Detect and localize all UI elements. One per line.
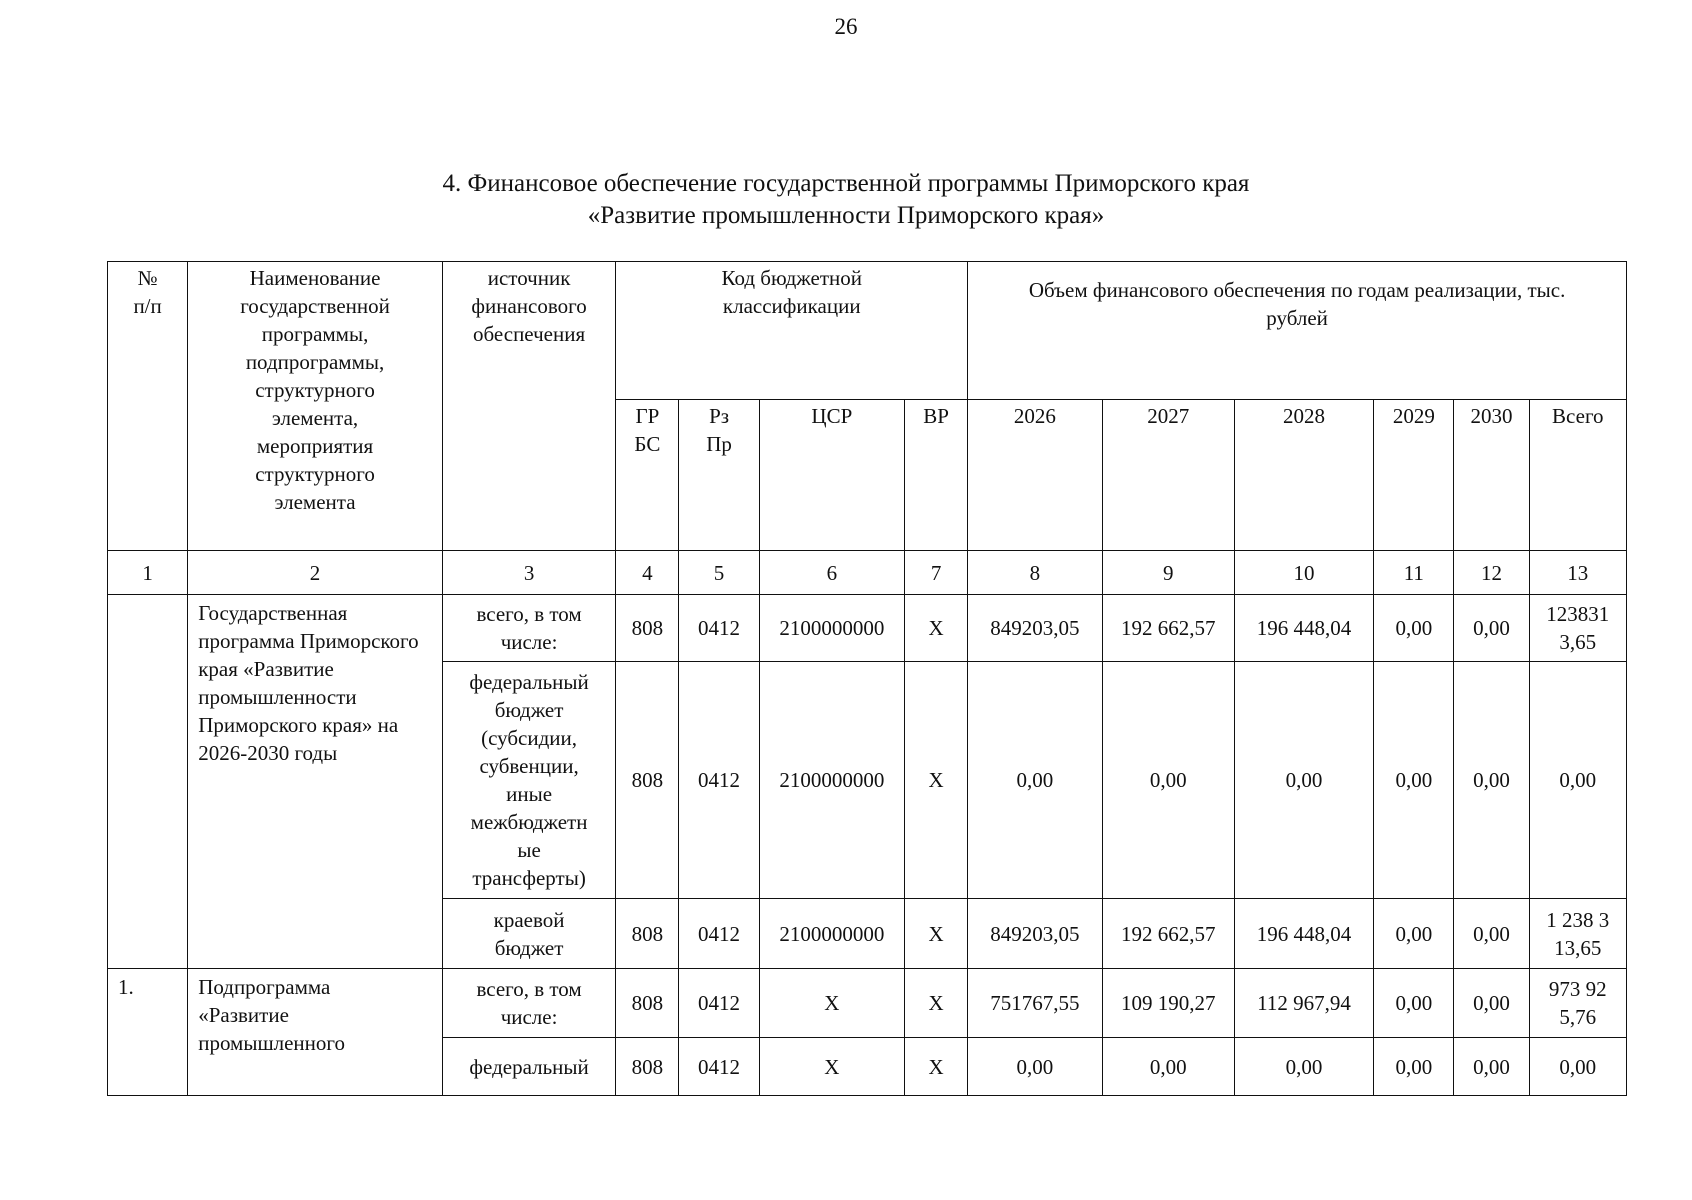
cell-total: 0,00 [1529, 1038, 1626, 1096]
cell-2026: 751767,55 [968, 969, 1102, 1038]
header-year-2026: 2026 [968, 400, 1102, 551]
title-line-2: «Развитие промышленности Приморского края» [587, 202, 1105, 229]
header-name: Наименование государственной программы, подпрограммы, структурного элемента, мероприятия структурного элемента [188, 262, 443, 551]
row-index [108, 595, 188, 969]
header-vr: ВР [905, 400, 968, 551]
table-row [108, 595, 1627, 662]
cell-vr: X [905, 969, 968, 1038]
header-rzpr: Рз Пр [679, 400, 759, 551]
cell-2030: 0,00 [1454, 1038, 1529, 1096]
cell-2028: 0,00 [1234, 662, 1373, 899]
funding-source: краевой бюджет [442, 899, 615, 969]
cell-rzpr: 0412 [679, 969, 759, 1038]
section-title [0, 168, 1692, 232]
cell-2030: 0,00 [1454, 899, 1529, 969]
header-year-2027: 2027 [1102, 400, 1234, 551]
column-number: 12 [1454, 551, 1529, 595]
cell-2027: 192 662,57 [1102, 595, 1234, 662]
cell-2028: 0,00 [1234, 1038, 1373, 1096]
cell-csr: 2100000000 [759, 662, 904, 899]
cell-2029: 0,00 [1374, 969, 1454, 1038]
column-number: 13 [1529, 551, 1626, 595]
column-number: 8 [968, 551, 1102, 595]
header-budget-code: Код бюджетной классификации [616, 262, 968, 400]
cell-total: 973 92 5,76 [1529, 969, 1626, 1038]
header-num: № п/п [108, 262, 188, 551]
cell-2030: 0,00 [1454, 969, 1529, 1038]
funding-source: всего, в том числе: [442, 969, 615, 1038]
cell-vr: X [905, 899, 968, 969]
header-total: Всего [1529, 400, 1626, 551]
cell-vr: X [905, 662, 968, 899]
column-number: 4 [616, 551, 679, 595]
cell-rzpr: 0412 [679, 595, 759, 662]
cell-2029: 0,00 [1374, 1038, 1454, 1096]
cell-grbs: 808 [616, 969, 679, 1038]
cell-2028: 196 448,04 [1234, 899, 1373, 969]
funding-source: всего, в том числе: [442, 595, 615, 662]
cell-rzpr: 0412 [679, 662, 759, 899]
column-number: 3 [442, 551, 615, 595]
funding-source: федеральный бюджет (субсидии, субвенции, иные межбюджетн ые трансферты) [442, 662, 615, 899]
cell-2028: 112 967,94 [1234, 969, 1373, 1038]
cell-total: 1 238 3 13,65 [1529, 899, 1626, 969]
header-grbs: ГР БС [616, 400, 679, 551]
header-year-2029: 2029 [1374, 400, 1454, 551]
cell-2030: 0,00 [1454, 662, 1529, 899]
cell-2026: 0,00 [968, 1038, 1102, 1096]
header-year-2030: 2030 [1454, 400, 1529, 551]
cell-grbs: 808 [616, 662, 679, 899]
cell-2029: 0,00 [1374, 595, 1454, 662]
funding-source: федеральный [442, 1038, 615, 1096]
cell-2027: 109 190,27 [1102, 969, 1234, 1038]
column-number: 9 [1102, 551, 1234, 595]
column-number: 6 [759, 551, 904, 595]
cell-grbs: 808 [616, 899, 679, 969]
column-number: 2 [188, 551, 443, 595]
page-number: 26 [834, 14, 858, 39]
column-number: 1 [108, 551, 188, 595]
cell-vr: X [905, 595, 968, 662]
cell-2026: 849203,05 [968, 899, 1102, 969]
row-index: 1. [108, 969, 188, 1096]
cell-csr: 2100000000 [759, 899, 904, 969]
subprogram-name: Подпрограмма «Развитие промышленного [188, 969, 443, 1096]
cell-2030: 0,00 [1454, 595, 1529, 662]
header-csr: ЦСР [759, 400, 904, 551]
financing-table [107, 261, 1627, 1096]
title-line-1: 4. Финансовое обеспечение государственной программы Приморского края [442, 170, 1250, 197]
cell-2028: 196 448,04 [1234, 595, 1373, 662]
header-source: источник финансового обеспечения [442, 262, 615, 551]
cell-grbs: 808 [616, 595, 679, 662]
cell-vr: X [905, 1038, 968, 1096]
cell-2027: 0,00 [1102, 1038, 1234, 1096]
cell-grbs: 808 [616, 1038, 679, 1096]
table-row [108, 969, 1627, 1038]
cell-csr: 2100000000 [759, 595, 904, 662]
cell-total: 123831 3,65 [1529, 595, 1626, 662]
cell-rzpr: 0412 [679, 899, 759, 969]
column-number: 11 [1374, 551, 1454, 595]
column-number: 7 [905, 551, 968, 595]
header-volume: Объем финансового обеспечения по годам реализации, тыс. рублей [968, 262, 1627, 400]
cell-rzpr: 0412 [679, 1038, 759, 1096]
cell-2026: 0,00 [968, 662, 1102, 899]
cell-2027: 0,00 [1102, 662, 1234, 899]
cell-2029: 0,00 [1374, 662, 1454, 899]
cell-2029: 0,00 [1374, 899, 1454, 969]
cell-2026: 849203,05 [968, 595, 1102, 662]
program-name: Государственная программа Приморского края «Развитие промышленности Приморского края» на 2026-2030 годы [188, 595, 443, 969]
header-year-2028: 2028 [1234, 400, 1373, 551]
column-number: 5 [679, 551, 759, 595]
cell-total: 0,00 [1529, 662, 1626, 899]
cell-csr: X [759, 1038, 904, 1096]
cell-csr: X [759, 969, 904, 1038]
cell-2027: 192 662,57 [1102, 899, 1234, 969]
column-number: 10 [1234, 551, 1373, 595]
